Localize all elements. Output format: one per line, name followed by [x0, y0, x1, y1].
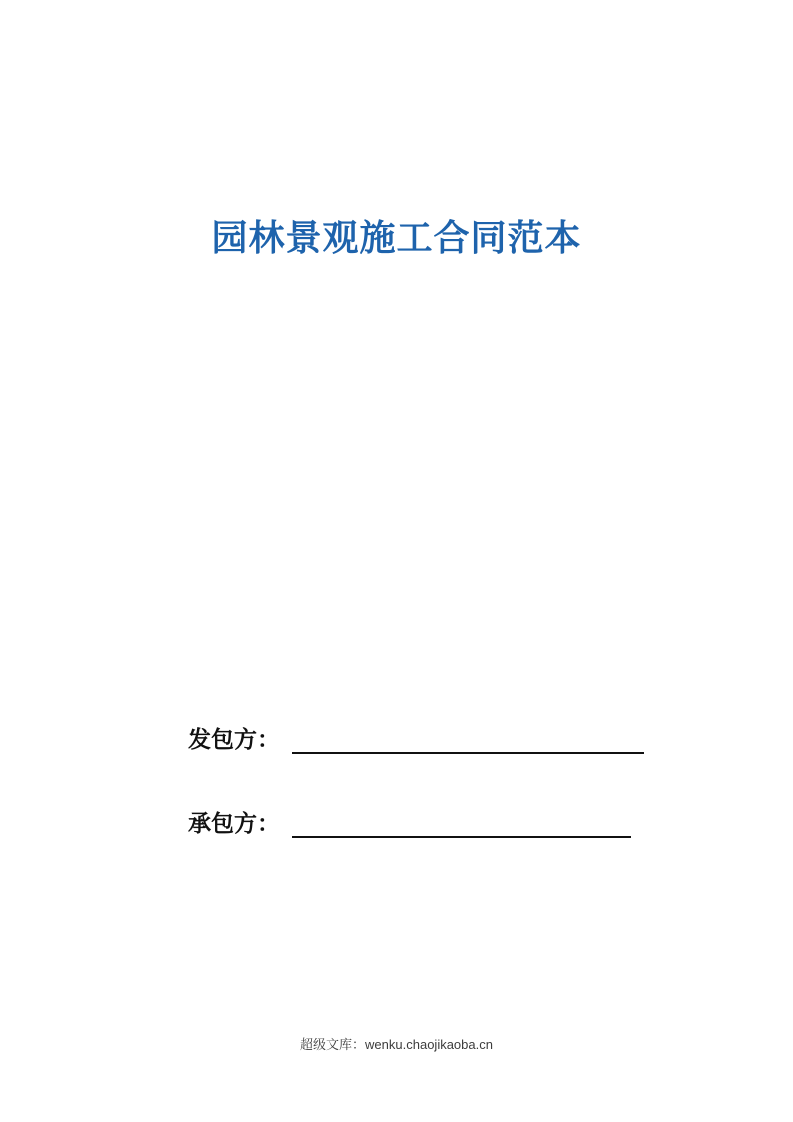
employer-field-row	[188, 724, 644, 754]
footer-source-label: 超级文库：	[300, 1037, 366, 1052]
footer-source-url: wenku.chaojikaoba.cn	[365, 1037, 493, 1052]
employer-field-label: 发包方：	[188, 726, 280, 752]
contractor-field-label: 承包方：	[188, 810, 280, 836]
employer-blank-line[interactable]	[292, 726, 644, 754]
footer	[0, 1034, 793, 1053]
contractor-blank-line[interactable]	[292, 810, 631, 838]
contractor-field-row	[188, 808, 631, 838]
page-title: 园林景观施工合同范本	[211, 218, 582, 258]
